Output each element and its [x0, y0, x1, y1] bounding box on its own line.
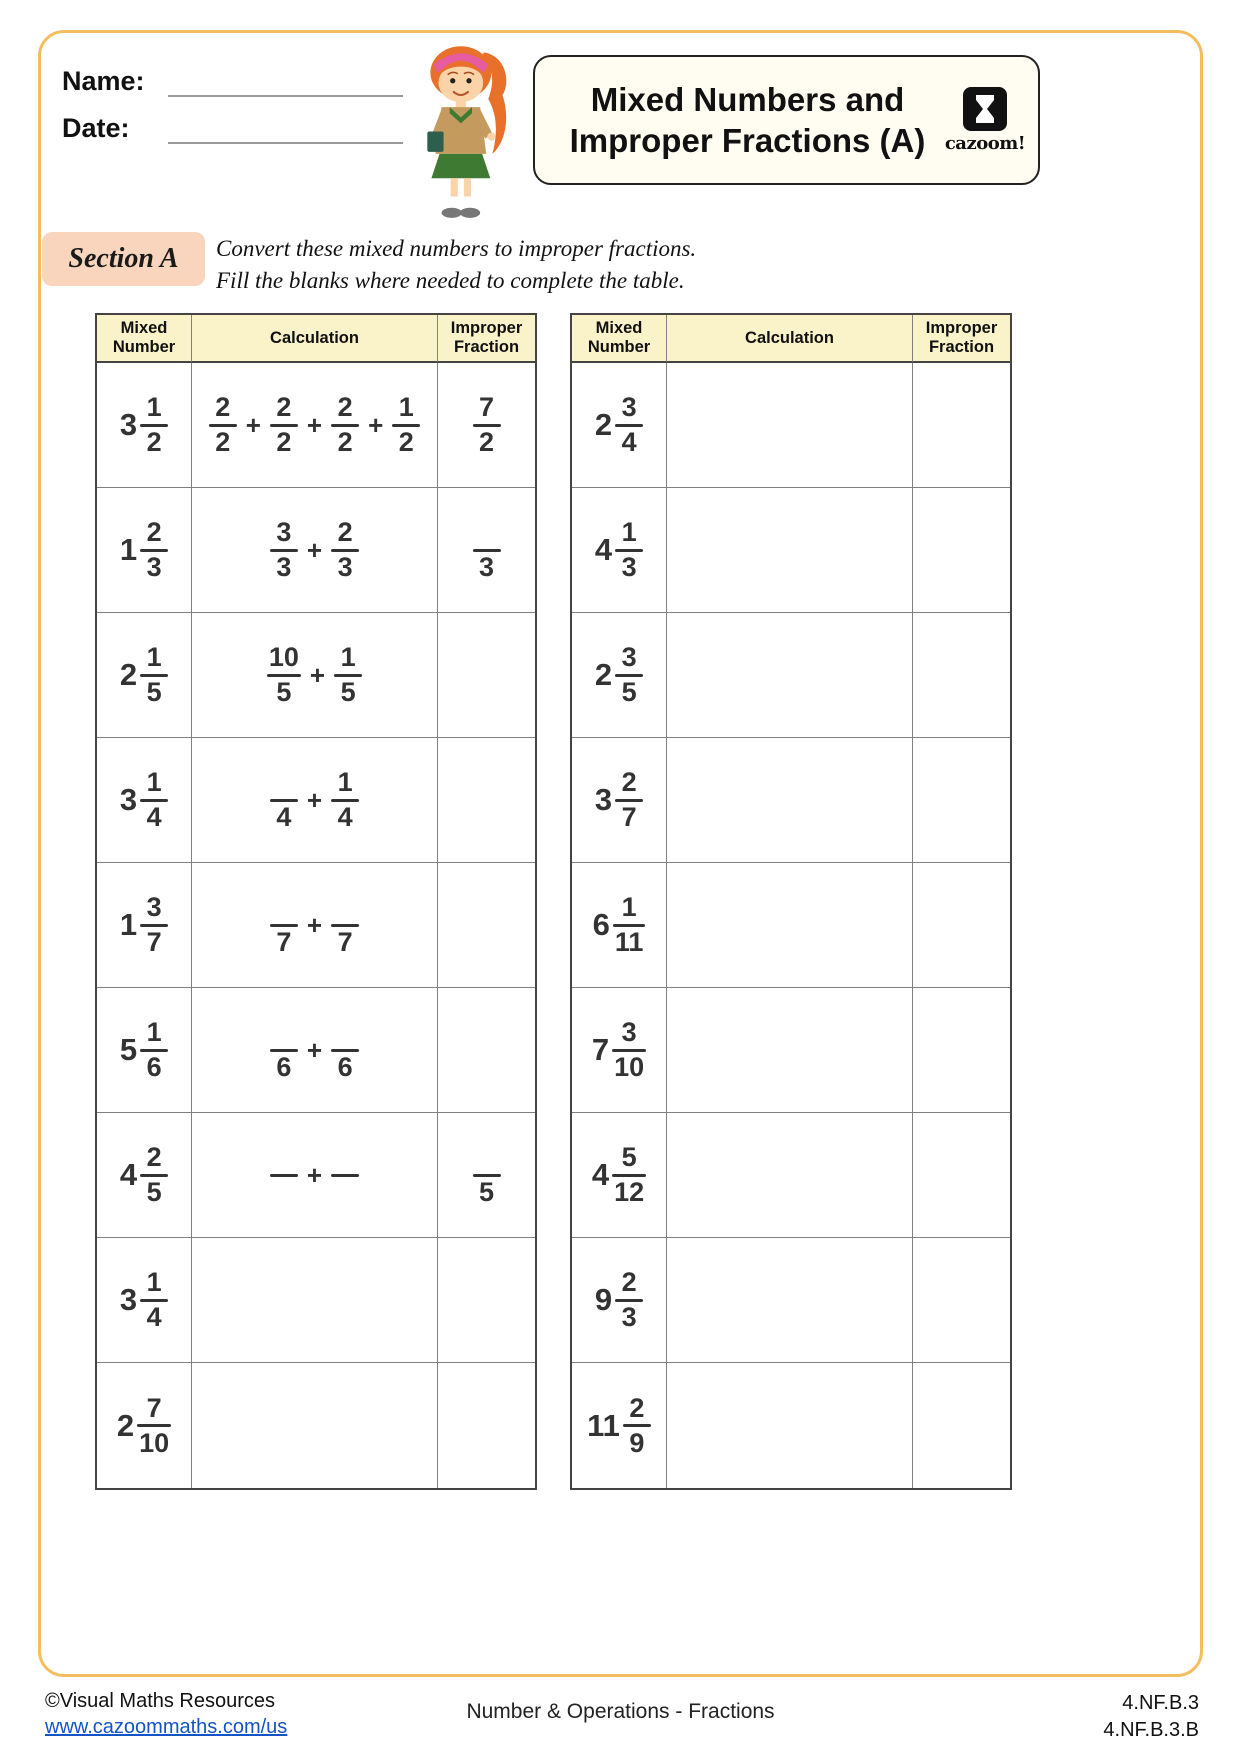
fraction — [270, 1142, 298, 1209]
fraction — [140, 1017, 168, 1084]
fraction — [270, 392, 298, 459]
improper-fraction-cell — [913, 363, 1010, 488]
whole-number: 3 — [119, 1282, 138, 1317]
calculation-cell — [667, 1238, 913, 1363]
standard-code-2: 4.NF.B.3.B — [1103, 1719, 1199, 1741]
plus-sign: + — [306, 534, 323, 565]
mixed-number — [120, 1142, 168, 1209]
table-row — [97, 1363, 535, 1488]
standards-codes — [1103, 1690, 1199, 1744]
fraction-denominator: 5 — [621, 677, 637, 707]
fraction — [209, 392, 237, 459]
fraction-denominator: 10 — [139, 1427, 170, 1458]
fraction-numerator — [282, 1017, 286, 1049]
whole-number: 5 — [119, 1032, 138, 1067]
fraction — [392, 392, 420, 459]
improper-fraction-cell — [913, 1113, 1010, 1238]
fraction-denominator: 3 — [621, 552, 637, 582]
whole-number: 2 — [116, 1407, 135, 1443]
fraction — [473, 392, 501, 459]
fraction — [140, 642, 168, 709]
mixed-number-cell — [97, 863, 192, 988]
fraction-numerator — [343, 892, 347, 924]
whole-number: 3 — [594, 782, 613, 817]
calculation-cell — [192, 988, 438, 1113]
improper-fraction-cell — [438, 363, 535, 488]
calculation-cell — [192, 488, 438, 613]
mixed-number — [595, 642, 643, 709]
mixed-number-cell — [572, 988, 667, 1113]
calculation-cell — [667, 1113, 913, 1238]
table-row — [97, 613, 535, 738]
fraction-numerator: 10 — [268, 642, 299, 672]
column-header: Calculation — [667, 315, 913, 363]
copyright-text: ©Visual Maths Resources — [45, 1690, 276, 1712]
fraction-denominator: 3 — [276, 552, 292, 582]
fraction-denominator: 2 — [215, 427, 231, 457]
whole-number: 4 — [591, 1157, 610, 1192]
fraction-denominator: 2 — [398, 427, 414, 457]
whole-number: 3 — [119, 782, 138, 817]
mixed-number — [595, 517, 643, 584]
standard-code-1: 4.NF.B.3 — [1122, 1692, 1199, 1714]
fraction-numerator: 1 — [340, 642, 356, 672]
improper-fraction-cell — [438, 1238, 535, 1363]
fraction — [612, 1017, 646, 1084]
girl-clipart-image — [405, 34, 537, 222]
mixed-number-cell — [572, 363, 667, 488]
fraction — [623, 1392, 651, 1459]
table-header-row — [97, 315, 535, 363]
fraction-denominator: 11 — [614, 927, 644, 957]
calculation-cell — [192, 1113, 438, 1238]
improper-fraction-cell — [438, 1363, 535, 1488]
calculation-cell — [192, 1363, 438, 1488]
plus-sign: + — [245, 409, 261, 440]
improper-fraction-cell — [913, 863, 1010, 988]
fraction — [331, 517, 359, 584]
fraction-denominator: 3 — [337, 552, 353, 582]
fraction — [473, 1142, 501, 1209]
fraction — [331, 767, 359, 834]
mixed-number-cell — [97, 988, 192, 1113]
fraction-numerator: 1 — [146, 767, 162, 797]
title-box — [533, 55, 1040, 185]
footer-category: Number & Operations - Fractions — [466, 1700, 775, 1723]
fraction — [615, 517, 643, 584]
fraction-denominator: 5 — [146, 1177, 162, 1207]
fraction-numerator: 2 — [337, 517, 353, 547]
fraction-denominator: 5 — [340, 677, 356, 707]
mixed-number — [595, 767, 643, 834]
improper-fraction-cell — [913, 738, 1010, 863]
fraction-denominator: 2 — [337, 427, 353, 457]
name-input-line — [168, 67, 403, 97]
whole-number: 4 — [594, 532, 613, 567]
fraction-numerator — [343, 1142, 347, 1174]
fraction-numerator — [282, 892, 286, 924]
mixed-number — [587, 1392, 651, 1459]
whole-number: 3 — [119, 407, 138, 442]
column-header: Improper Fraction — [913, 315, 1010, 363]
mixed-number-cell — [572, 738, 667, 863]
column-header: Mixed Number — [97, 315, 192, 363]
improper-fraction-cell — [438, 1113, 535, 1238]
fraction — [613, 892, 646, 959]
fraction-denominator: 5 — [478, 1177, 495, 1207]
calculation-cell — [192, 1238, 438, 1363]
calculation-cell — [667, 863, 913, 988]
fraction — [270, 767, 298, 834]
improper-fraction-cell — [913, 1238, 1010, 1363]
table-row — [97, 1113, 535, 1238]
whole-number: 1 — [119, 532, 138, 567]
plus-sign: + — [368, 409, 384, 440]
fraction-numerator — [343, 1017, 347, 1049]
mixed-number-cell — [97, 613, 192, 738]
table-row — [572, 863, 1010, 988]
mixed-number-cell — [97, 1363, 192, 1488]
fraction-denominator: 2 — [146, 427, 162, 457]
fraction-numerator: 5 — [621, 1142, 637, 1172]
plus-sign: + — [306, 1034, 323, 1065]
fraction-numerator: 3 — [621, 1017, 637, 1047]
improper-fraction-cell — [438, 613, 535, 738]
improper-fraction-cell — [913, 488, 1010, 613]
fraction-numerator — [485, 1142, 489, 1174]
section-a-text: Section A — [68, 243, 179, 274]
calculation-cell — [667, 363, 913, 488]
mixed-number — [592, 1142, 646, 1209]
fraction-denominator: 7 — [276, 927, 292, 957]
date-input-line — [168, 114, 403, 144]
fraction — [473, 517, 501, 584]
fraction-numerator: 2 — [629, 1392, 645, 1423]
whole-number: 6 — [592, 907, 610, 942]
instruction-line2: Fill the blanks where needed to complete the table. — [216, 268, 685, 294]
worksheet-title-line1: Mixed Numbers and — [590, 80, 905, 118]
table-row — [97, 863, 535, 988]
date-field-row — [62, 113, 403, 144]
logo-text: cazoom! — [944, 132, 1026, 154]
calculation-cell — [192, 363, 438, 488]
plus-sign: + — [306, 409, 323, 440]
fraction-denominator: 10 — [614, 1052, 645, 1082]
mixed-number-cell — [97, 1238, 192, 1363]
table-header-row — [572, 315, 1010, 363]
fraction-numerator: 1 — [146, 642, 162, 672]
fraction — [140, 392, 168, 459]
right-table — [570, 313, 1012, 1490]
fraction-numerator: 1 — [337, 767, 353, 797]
table-row — [97, 738, 535, 863]
improper-fraction-cell — [438, 988, 535, 1113]
mixed-number-cell — [97, 488, 192, 613]
fraction-denominator — [343, 1177, 347, 1209]
whole-number: 2 — [594, 657, 613, 692]
fraction — [270, 1017, 298, 1084]
table-row — [572, 988, 1010, 1113]
left-table — [95, 313, 537, 1490]
fraction-numerator: 3 — [146, 892, 162, 922]
mixed-number-cell — [97, 363, 192, 488]
mixed-number — [120, 1267, 168, 1334]
hourglass-icon — [963, 87, 1007, 131]
improper-fraction-cell — [438, 863, 535, 988]
fraction-denominator: 6 — [337, 1052, 353, 1082]
section-a-label — [42, 232, 205, 286]
fraction-numerator: 7 — [146, 1392, 162, 1423]
fraction-numerator: 2 — [337, 392, 353, 422]
fraction — [267, 642, 301, 709]
fraction — [270, 892, 298, 959]
calculation-cell — [192, 863, 438, 988]
table-row — [572, 1113, 1010, 1238]
calculation-cell — [667, 488, 913, 613]
mixed-number-cell — [572, 613, 667, 738]
fraction-denominator: 7 — [146, 927, 162, 957]
mixed-number-cell — [572, 1113, 667, 1238]
date-label: Date: — [62, 113, 130, 143]
whole-number: 4 — [119, 1157, 138, 1192]
fraction — [331, 1142, 359, 1209]
fraction-numerator: 2 — [621, 1267, 637, 1297]
fraction-numerator — [485, 517, 489, 549]
fraction-numerator: 3 — [621, 392, 637, 422]
calculation-cell — [667, 613, 913, 738]
whole-number: 11 — [587, 1407, 620, 1443]
table-row — [97, 488, 535, 613]
plus-sign: + — [306, 784, 323, 815]
calculation-cell — [192, 613, 438, 738]
instructions — [216, 233, 696, 297]
whole-number: 1 — [119, 907, 138, 942]
fraction-denominator: 4 — [621, 427, 637, 457]
fraction-denominator: 6 — [146, 1052, 162, 1082]
plus-sign: + — [309, 659, 326, 690]
page-footer — [0, 1690, 1241, 1750]
mixed-number — [595, 1267, 643, 1334]
fraction — [137, 1392, 171, 1459]
improper-fraction-cell — [438, 488, 535, 613]
improper-fraction-cell — [913, 613, 1010, 738]
fraction-numerator: 7 — [478, 392, 495, 422]
table-row — [97, 363, 535, 488]
fraction — [615, 392, 643, 459]
fraction — [334, 642, 362, 709]
improper-fraction-cell — [913, 1363, 1010, 1488]
table-row — [572, 1238, 1010, 1363]
table-row — [572, 488, 1010, 613]
calculation-cell — [667, 738, 913, 863]
fraction-numerator: 1 — [146, 392, 162, 422]
fraction — [615, 767, 643, 834]
mixed-number — [120, 1017, 168, 1084]
fraction-numerator: 2 — [276, 392, 292, 422]
mixed-number — [120, 517, 168, 584]
mixed-number-cell — [572, 488, 667, 613]
table-row — [572, 363, 1010, 488]
fraction-numerator: 1 — [146, 1017, 162, 1047]
fraction — [612, 1142, 646, 1209]
fraction-denominator: 3 — [146, 552, 162, 582]
mixed-number — [120, 392, 168, 459]
table-row — [97, 988, 535, 1113]
fraction — [615, 642, 643, 709]
table-row — [572, 1363, 1010, 1488]
whole-number: 7 — [591, 1032, 610, 1067]
fraction-denominator: 12 — [614, 1177, 645, 1207]
fraction-denominator: 6 — [276, 1052, 292, 1082]
mixed-number — [117, 1392, 171, 1459]
calculation-cell — [667, 988, 913, 1113]
fraction — [140, 517, 168, 584]
fraction-denominator: 3 — [621, 1302, 637, 1332]
fraction-denominator: 9 — [629, 1427, 645, 1458]
fraction — [615, 1267, 643, 1334]
worksheet-title — [549, 79, 946, 162]
fraction — [331, 1017, 359, 1084]
fraction-numerator — [282, 1142, 286, 1174]
mixed-number — [592, 1017, 646, 1084]
fraction — [270, 517, 298, 584]
fraction-denominator: 7 — [621, 802, 637, 832]
name-field-row — [62, 66, 403, 97]
worksheet-title-line2: Improper Fractions (A) — [569, 122, 926, 159]
fraction-denominator: 7 — [337, 927, 353, 957]
fraction-denominator: 2 — [478, 427, 495, 457]
fraction-denominator: 5 — [146, 677, 162, 707]
fraction — [140, 1267, 168, 1334]
mixed-number-cell — [572, 1363, 667, 1488]
fraction-numerator: 2 — [146, 517, 162, 547]
table-row — [572, 613, 1010, 738]
fraction — [140, 767, 168, 834]
fraction-numerator: 2 — [146, 1142, 162, 1172]
fraction-numerator: 1 — [398, 392, 414, 422]
fraction-numerator: 1 — [621, 517, 637, 547]
fraction-denominator: 4 — [276, 802, 292, 832]
fraction-numerator: 1 — [146, 1267, 162, 1297]
mixed-number — [120, 767, 168, 834]
improper-fraction-cell — [913, 988, 1010, 1113]
fraction-denominator: 2 — [276, 427, 292, 457]
fraction-numerator — [282, 767, 286, 799]
calculation-cell — [192, 738, 438, 863]
fraction-denominator: 4 — [146, 1302, 162, 1332]
fraction — [140, 892, 168, 959]
fraction-denominator — [282, 1177, 286, 1209]
fraction-denominator: 5 — [276, 677, 292, 707]
table-row — [97, 1238, 535, 1363]
mixed-number — [595, 392, 643, 459]
whole-number: 2 — [594, 407, 613, 442]
cazoom-logo — [946, 87, 1024, 154]
column-header: Calculation — [192, 315, 438, 363]
fraction-denominator: 4 — [337, 802, 353, 832]
plus-sign: + — [306, 909, 323, 940]
instruction-line1: Convert these mixed numbers to improper fractions. — [216, 236, 697, 261]
whole-number: 2 — [119, 657, 138, 692]
mixed-number-cell — [572, 1238, 667, 1363]
mixed-number — [120, 642, 168, 709]
mixed-number-cell — [97, 1113, 192, 1238]
fraction-denominator: 3 — [478, 552, 495, 582]
website-link[interactable]: www.cazoommaths.com/us — [45, 1716, 288, 1738]
name-label: Name: — [62, 66, 145, 96]
plus-sign: + — [306, 1159, 323, 1190]
fraction-numerator: 2 — [215, 392, 231, 422]
fraction-numerator: 2 — [621, 767, 637, 797]
fraction — [331, 892, 359, 959]
improper-fraction-cell — [438, 738, 535, 863]
table-row — [572, 738, 1010, 863]
fraction-numerator: 3 — [276, 517, 292, 547]
fraction — [140, 1142, 168, 1209]
mixed-number — [593, 892, 646, 959]
mixed-number-cell — [97, 738, 192, 863]
fraction-numerator: 1 — [621, 892, 637, 922]
calculation-cell — [667, 1363, 913, 1488]
whole-number: 9 — [594, 1282, 613, 1317]
fraction-numerator: 3 — [621, 642, 637, 672]
student-fields — [62, 66, 403, 160]
mixed-number — [120, 892, 168, 959]
fraction-denominator: 4 — [146, 802, 162, 832]
fraction — [331, 392, 359, 459]
column-header: Mixed Number — [572, 315, 667, 363]
column-header: Improper Fraction — [438, 315, 535, 363]
mixed-number-cell — [572, 863, 667, 988]
